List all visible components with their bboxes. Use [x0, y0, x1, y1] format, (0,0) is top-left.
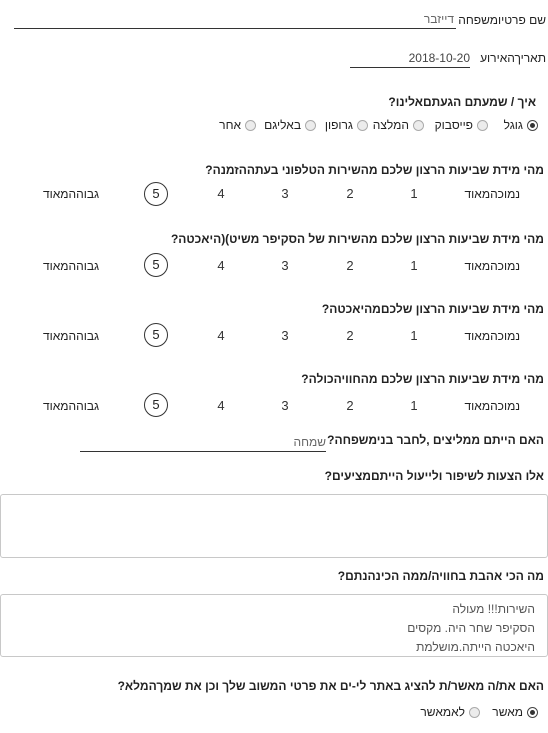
radio-decline[interactable]	[469, 707, 480, 718]
consent-question: האם את/ה מאשר/ת להציג באתר לי-ים את פרטי המשוב שלך וכן את שמךהמלא?	[117, 679, 544, 693]
radio-google[interactable]	[527, 120, 538, 131]
scale-option-2[interactable]: 2	[346, 328, 354, 343]
event-date-field[interactable]: 2018-10-20	[350, 49, 470, 68]
scale-option-2[interactable]: 2	[346, 398, 354, 413]
scale-option-4[interactable]: 4	[217, 186, 225, 201]
heard-option-groupon[interactable]	[325, 118, 368, 132]
scale-high-label: גבוההמאוד	[43, 187, 100, 201]
scale-option-5-selected[interactable]: 5	[144, 182, 168, 206]
scale-high-label: גבוההמאוד	[43, 259, 100, 273]
scale-option-2[interactable]: 2	[346, 258, 354, 273]
heard-option-label: פייסבוק	[434, 118, 473, 132]
scale-option-3[interactable]: 3	[281, 186, 289, 201]
consent-option-label: מאשר	[492, 705, 523, 719]
scale-option-1[interactable]: 1	[410, 258, 418, 273]
event-date-label: תאריךהאירוע	[480, 51, 546, 65]
radio-facebook[interactable]	[477, 120, 488, 131]
scale-option-5-selected[interactable]: 5	[144, 253, 168, 277]
heard-option-baligam[interactable]	[264, 118, 316, 132]
scale-option-5-selected[interactable]: 5	[144, 323, 168, 347]
heard-option-facebook[interactable]	[435, 118, 488, 132]
favorite-textarea[interactable]	[0, 594, 548, 657]
radio-groupon[interactable]	[357, 120, 368, 131]
scale-high-label: גבוההמאוד	[43, 329, 100, 343]
rating-question-yacht: מהי מידת שביעות הרצון שלכםמהיאכטה?	[321, 302, 544, 316]
rating-question-skipper: מהי מידת שביעות הרצון שלכם מהשירות של הסקיפר משיט)(היאכטה?	[170, 232, 544, 246]
scale-option-1[interactable]: 1	[410, 186, 418, 201]
scale-option-5-selected[interactable]: 5	[144, 393, 168, 417]
suggestions-question: אלו הצעות לשיפור ולייעול הייתםמציעים?	[324, 469, 544, 483]
scale-option-4[interactable]: 4	[217, 398, 225, 413]
scale-option-3[interactable]: 3	[281, 328, 289, 343]
scale-option-4[interactable]: 4	[217, 328, 225, 343]
family-name-label: שם פרטיומשפחה	[458, 13, 546, 27]
scale-high-label: גבוההמאוד	[43, 399, 100, 413]
scale-option-3[interactable]: 3	[281, 398, 289, 413]
consent-option-decline[interactable]	[420, 705, 480, 719]
heard-option-other[interactable]	[219, 118, 256, 132]
favorite-question: מה הכי אהבת בחוויה/ממה הכינהנתם?	[337, 569, 544, 583]
heard-option-label: גוגל	[503, 118, 523, 132]
favorite-line-2: הסקיפר שחר היה. מקסים	[407, 621, 535, 635]
recommend-question: האם הייתם ממליצים ,לחבר בנימשפחה?	[327, 433, 544, 447]
scale-option-4[interactable]: 4	[217, 258, 225, 273]
heard-option-google[interactable]	[504, 118, 538, 132]
scale-option-2[interactable]: 2	[346, 186, 354, 201]
scale-low-label: נמוכהמאוד	[464, 187, 520, 201]
scale-option-3[interactable]: 3	[281, 258, 289, 273]
scale-option-1[interactable]: 1	[410, 398, 418, 413]
radio-recommendation[interactable]	[413, 120, 424, 131]
heard-option-recommendation[interactable]	[373, 118, 424, 132]
heard-option-label: אחר	[219, 118, 241, 132]
recommend-field[interactable]: שמחה	[80, 433, 326, 452]
heard-option-label: באליגם	[264, 118, 301, 132]
suggestions-textarea[interactable]	[0, 494, 548, 558]
favorite-line-1: השירות!!! מעולה	[452, 602, 535, 616]
consent-option-approve[interactable]	[492, 705, 538, 719]
radio-other[interactable]	[245, 120, 256, 131]
consent-option-label: לאמאשר	[420, 705, 465, 719]
heard-option-label: המלצה	[372, 118, 409, 132]
scale-option-1[interactable]: 1	[410, 328, 418, 343]
rating-question-phone: מהי מידת שביעות הרצון שלכם מהשירות הטלפוני בעתההזמנה?	[205, 163, 544, 177]
scale-low-label: נמוכהמאוד	[464, 329, 520, 343]
heard-about-question: איך / שמעתם הגעתםאלינו?	[388, 95, 536, 109]
scale-low-label: נמוכהמאוד	[464, 399, 520, 413]
radio-approve[interactable]	[527, 707, 538, 718]
scale-low-label: נמוכהמאוד	[464, 259, 520, 273]
family-name-field[interactable]: דייזבר	[14, 10, 456, 29]
rating-question-experience: מהי מידת שביעות הרצון שלכם מהחוויהכולה?	[301, 372, 544, 386]
heard-option-label: גרופון	[324, 118, 353, 132]
radio-baligam[interactable]	[305, 120, 316, 131]
favorite-line-3: היאכטה הייתה.מושלמת	[416, 640, 535, 654]
